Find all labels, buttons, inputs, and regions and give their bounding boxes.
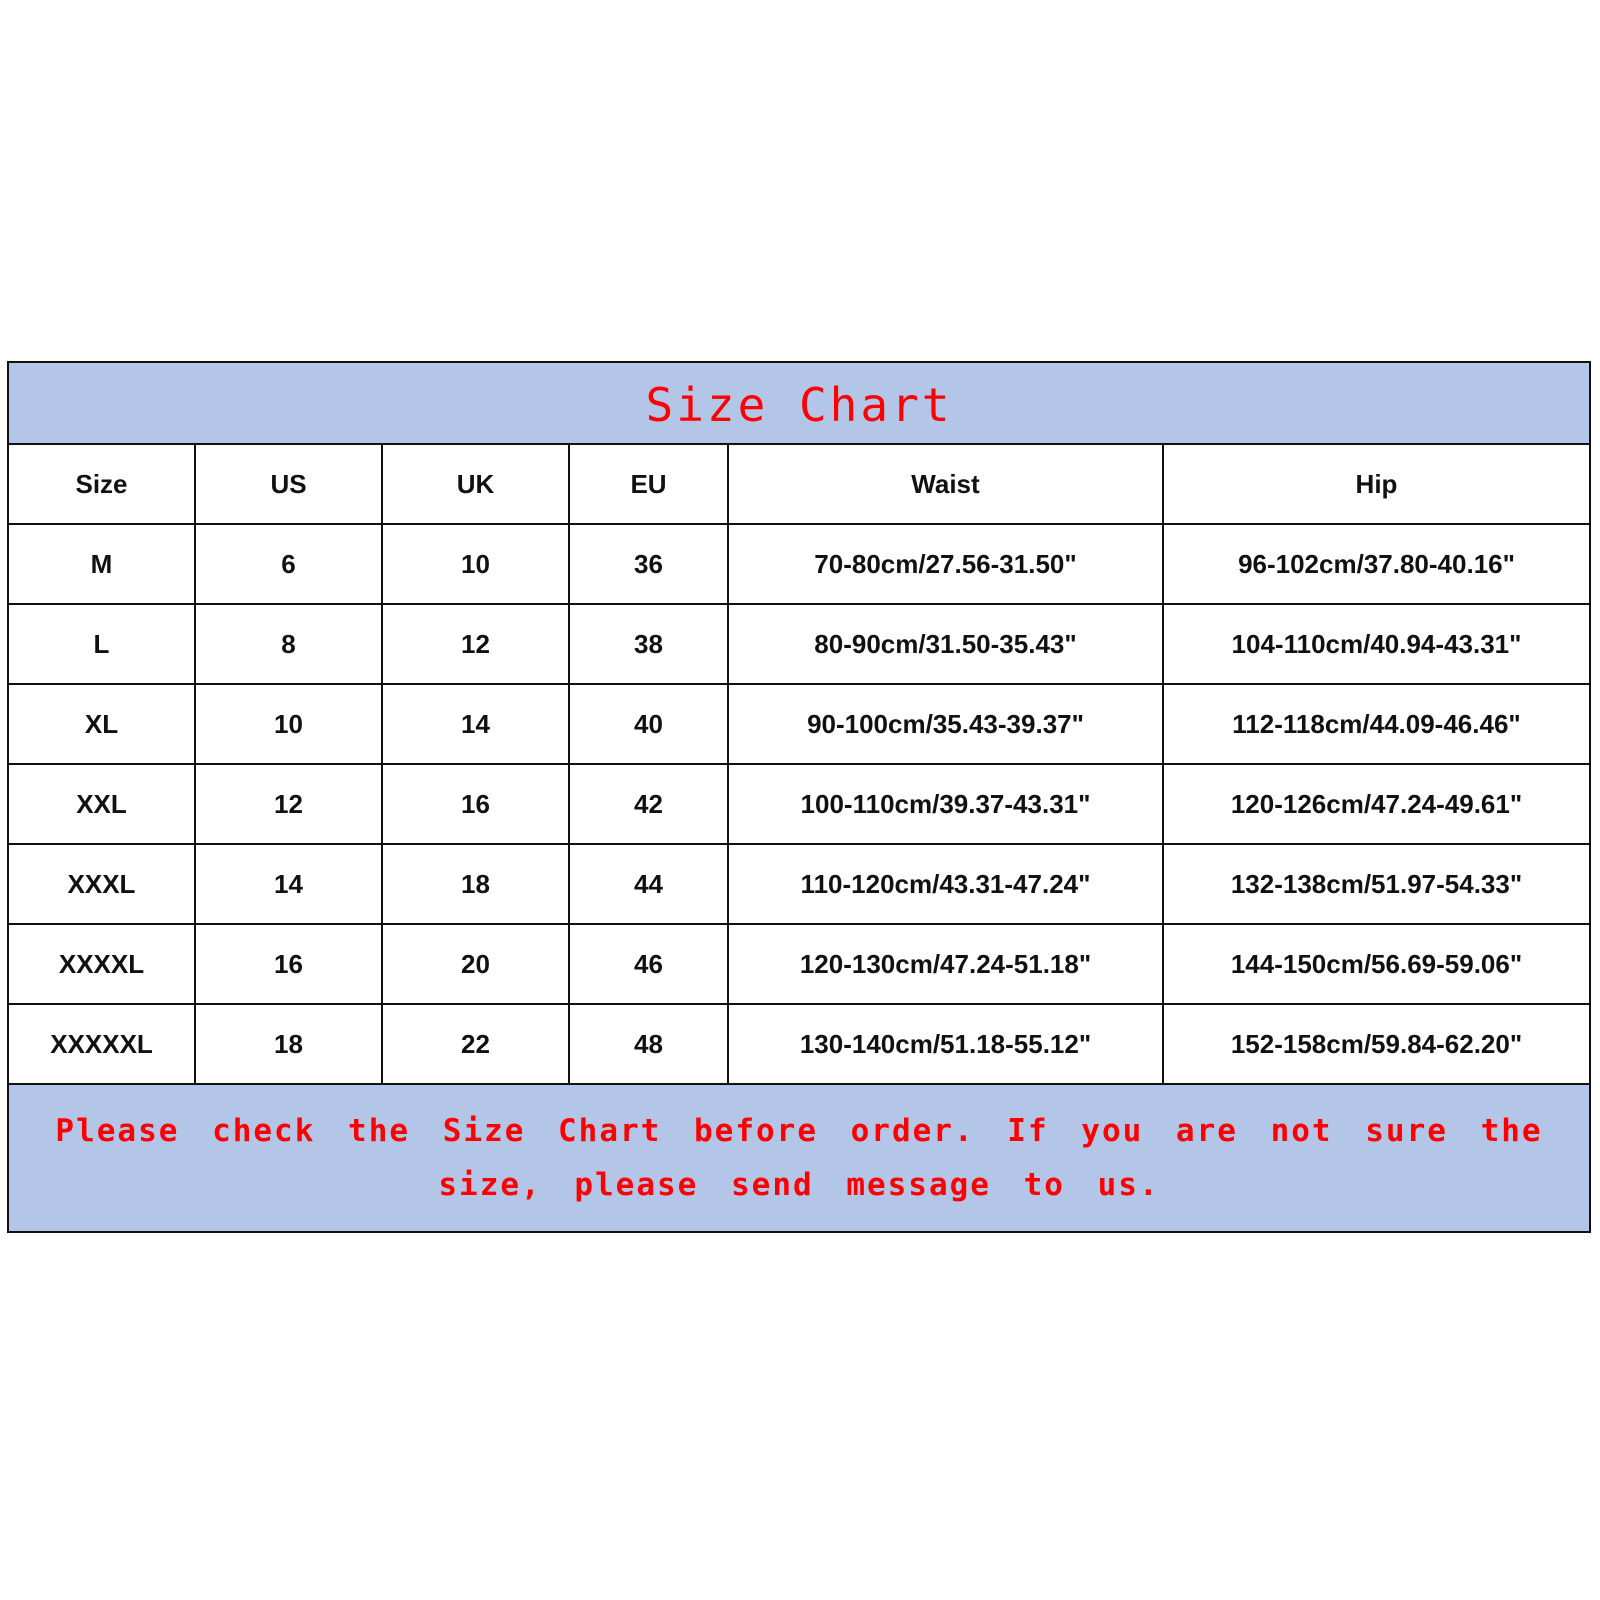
cell-uk: 14 — [382, 684, 569, 764]
cell-eu: 48 — [569, 1004, 728, 1084]
cell-size: XXXL — [9, 844, 195, 924]
cell-waist: 110-120cm/43.31-47.24" — [728, 844, 1163, 924]
cell-size: XXXXL — [9, 924, 195, 1004]
header-row — [9, 445, 1589, 524]
table-row — [9, 524, 1589, 604]
cell-size: L — [9, 604, 195, 684]
cell-waist: 70-80cm/27.56-31.50" — [728, 524, 1163, 604]
cell-size: XXL — [9, 764, 195, 844]
table-row — [9, 684, 1589, 764]
header-cell-hip: Hip — [1163, 445, 1589, 524]
title-bar — [9, 363, 1589, 445]
cell-eu: 42 — [569, 764, 728, 844]
cell-hip: 120-126cm/47.24-49.61" — [1163, 764, 1589, 844]
header-cell-size: Size — [9, 445, 195, 524]
cell-eu: 36 — [569, 524, 728, 604]
cell-size: M — [9, 524, 195, 604]
cell-uk: 16 — [382, 764, 569, 844]
cell-uk: 18 — [382, 844, 569, 924]
header-cell-eu: EU — [569, 445, 728, 524]
cell-eu: 46 — [569, 924, 728, 1004]
cell-waist: 130-140cm/51.18-55.12" — [728, 1004, 1163, 1084]
cell-hip: 104-110cm/40.94-43.31" — [1163, 604, 1589, 684]
cell-eu: 38 — [569, 604, 728, 684]
table-row — [9, 764, 1589, 844]
cell-eu: 40 — [569, 684, 728, 764]
cell-uk: 12 — [382, 604, 569, 684]
cell-hip: 96-102cm/37.80-40.16" — [1163, 524, 1589, 604]
cell-us: 16 — [195, 924, 382, 1004]
table-row — [9, 844, 1589, 924]
cell-us: 6 — [195, 524, 382, 604]
size-advice-note: Please check the Size Chart before order. If you are not sure the size, please send message to us. — [55, 1113, 1543, 1203]
table-row — [9, 604, 1589, 684]
cell-us: 8 — [195, 604, 382, 684]
cell-us: 10 — [195, 684, 382, 764]
cell-hip: 144-150cm/56.69-59.06" — [1163, 924, 1589, 1004]
cell-uk: 20 — [382, 924, 569, 1004]
cell-uk: 10 — [382, 524, 569, 604]
header-cell-uk: UK — [382, 445, 569, 524]
cell-us: 14 — [195, 844, 382, 924]
cell-waist: 100-110cm/39.37-43.31" — [728, 764, 1163, 844]
cell-waist: 120-130cm/47.24-51.18" — [728, 924, 1163, 1004]
cell-hip: 112-118cm/44.09-46.46" — [1163, 684, 1589, 764]
cell-waist: 90-100cm/35.43-39.37" — [728, 684, 1163, 764]
cell-eu: 44 — [569, 844, 728, 924]
cell-size: XXXXXL — [9, 1004, 195, 1084]
note-bar — [9, 1085, 1589, 1231]
chart-title: Size Chart — [645, 378, 953, 432]
size-chart — [7, 361, 1591, 1233]
cell-uk: 22 — [382, 1004, 569, 1084]
table-row — [9, 924, 1589, 1004]
cell-us: 18 — [195, 1004, 382, 1084]
header-cell-us: US — [195, 445, 382, 524]
table-row — [9, 1004, 1589, 1084]
cell-hip: 152-158cm/59.84-62.20" — [1163, 1004, 1589, 1084]
cell-us: 12 — [195, 764, 382, 844]
cell-hip: 132-138cm/51.97-54.33" — [1163, 844, 1589, 924]
size-table — [9, 445, 1589, 1085]
cell-size: XL — [9, 684, 195, 764]
cell-waist: 80-90cm/31.50-35.43" — [728, 604, 1163, 684]
header-cell-waist: Waist — [728, 445, 1163, 524]
